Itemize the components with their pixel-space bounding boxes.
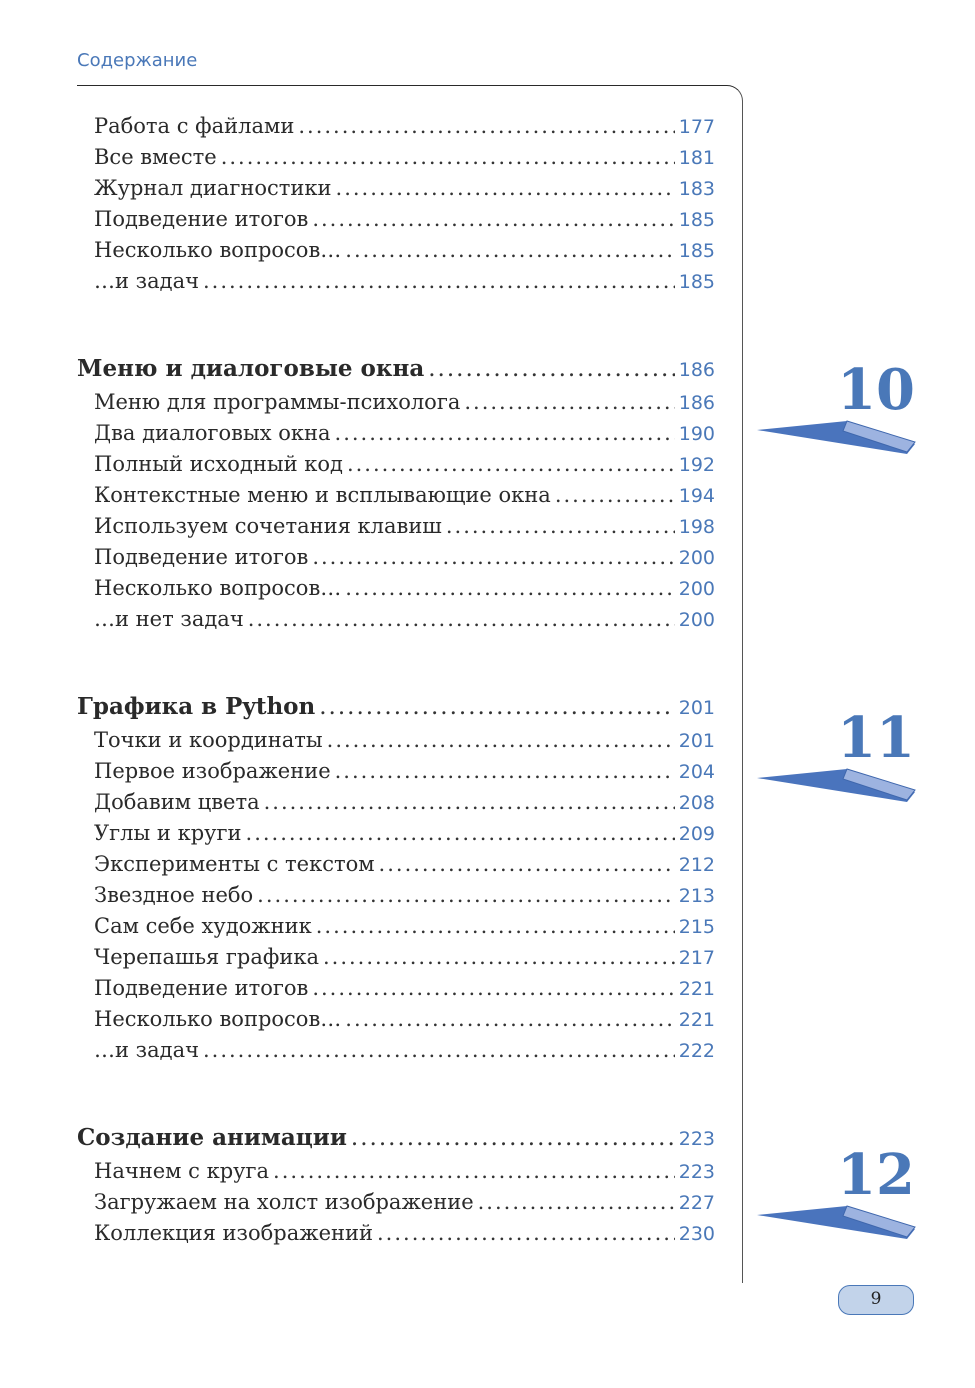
- toc-entry-title: Подведение итогов: [94, 545, 309, 569]
- chapter-title: Создание анимации: [77, 1124, 347, 1151]
- toc-section: [77, 350, 715, 635]
- chapter-page: 201: [678, 697, 715, 719]
- toc-entry-page: 201: [678, 730, 715, 752]
- leader-dots: [312, 542, 674, 573]
- toc-entry-title: Используем сочетания клавиш: [94, 514, 442, 538]
- toc-entry-page: 194: [678, 485, 715, 507]
- running-header: Содержание: [77, 50, 198, 71]
- toc-entry-title: Подведение итогов: [94, 976, 309, 1000]
- chapter-number: 10: [837, 357, 915, 423]
- toc-entry-title: Сам себе художник: [94, 914, 312, 938]
- toc-entry[interactable]: [77, 235, 715, 266]
- toc-entry-title: Несколько вопросов…: [94, 1007, 342, 1031]
- toc-entry-page: 217: [678, 947, 715, 969]
- toc-entry[interactable]: [77, 1187, 715, 1218]
- toc-entry-page: 192: [678, 454, 715, 476]
- toc-entry-page: 213: [678, 885, 715, 907]
- toc-entry[interactable]: [77, 542, 715, 573]
- bookmark-ribbon-icon: [755, 760, 920, 808]
- toc-entry-page: 200: [678, 547, 715, 569]
- leader-dots: [312, 204, 674, 235]
- toc-entry-page: 212: [678, 854, 715, 876]
- toc-entry[interactable]: [77, 511, 715, 542]
- toc-entry[interactable]: [77, 173, 715, 204]
- toc-entry-page: 185: [678, 240, 715, 262]
- toc-entry[interactable]: [77, 1004, 715, 1035]
- leader-dots: [319, 689, 674, 726]
- toc-entry-title: …и нет задач: [94, 607, 244, 631]
- toc-entry-page: 185: [678, 209, 715, 231]
- toc-entry-title: Работа с файлами: [94, 114, 295, 138]
- toc-entry-title: Точки и координаты: [94, 728, 323, 752]
- toc-section: [77, 688, 715, 1066]
- leader-dots: [336, 173, 675, 204]
- toc-entry-title: Начнем с круга: [94, 1159, 270, 1183]
- leader-dots: [327, 725, 675, 756]
- toc-entry[interactable]: [77, 480, 715, 511]
- leader-dots: [351, 1120, 675, 1157]
- toc-entry-title: Меню для программы-психолога: [94, 390, 461, 414]
- toc-entry[interactable]: [77, 942, 715, 973]
- toc-entry[interactable]: [77, 725, 715, 756]
- toc-entry-page: 209: [678, 823, 715, 845]
- toc-entry-title: Коллекция изображений: [94, 1221, 373, 1245]
- toc-entry-page: 221: [678, 1009, 715, 1031]
- toc-entry-page: 198: [678, 516, 715, 538]
- toc-entry-title: Все вместе: [94, 145, 217, 169]
- toc-entry-title: Углы и круги: [94, 821, 242, 845]
- toc-entry-page: 204: [678, 761, 715, 783]
- chapter-number: 11: [837, 705, 915, 771]
- leader-dots: [203, 266, 675, 297]
- toc-section: [77, 111, 715, 297]
- toc-entry-page: 222: [678, 1040, 715, 1062]
- toc-entry-title: Загружаем на холст изображение: [94, 1190, 474, 1214]
- toc-entry-page: 200: [678, 609, 715, 631]
- toc-entry-title: …и задач: [94, 1038, 199, 1062]
- toc-entry[interactable]: [77, 418, 715, 449]
- toc-entry-title: Первое изображение: [94, 759, 331, 783]
- bookmark-ribbon-icon: [755, 412, 920, 460]
- toc-entry-page: 223: [678, 1161, 715, 1183]
- leader-dots: [257, 880, 675, 911]
- toc-entry[interactable]: [77, 1156, 715, 1187]
- toc-entry-title: Журнал диагностики: [94, 176, 332, 200]
- toc-entry[interactable]: [77, 604, 715, 635]
- toc-entry-title: Два диалоговых окна: [94, 421, 331, 445]
- toc-entry[interactable]: [77, 387, 715, 418]
- toc-entry-page: 183: [678, 178, 715, 200]
- toc-entry-page: 200: [678, 578, 715, 600]
- leader-dots: [335, 418, 675, 449]
- toc-entry[interactable]: [77, 573, 715, 604]
- toc-entry-title: Полный исходный код: [94, 452, 343, 476]
- toc-entry-page: 227: [678, 1192, 715, 1214]
- bookmark-ribbon-icon: [755, 1197, 920, 1245]
- chapter-marker-12: [755, 1142, 925, 1245]
- toc-entry-page: 208: [678, 792, 715, 814]
- chapter-page: 186: [678, 359, 715, 381]
- leader-dots: [221, 142, 675, 173]
- leader-dots: [246, 818, 675, 849]
- leader-dots: [273, 1156, 675, 1187]
- toc-entry[interactable]: [77, 266, 715, 297]
- toc-entry-page: 221: [678, 978, 715, 1000]
- page-number: 9: [838, 1285, 914, 1315]
- leader-dots: [316, 911, 675, 942]
- toc-entry-title: Подведение итогов: [94, 207, 309, 231]
- chapter-marker-10: [755, 357, 925, 460]
- leader-dots: [298, 111, 674, 142]
- toc-entry[interactable]: [77, 849, 715, 880]
- leader-dots: [248, 604, 675, 635]
- toc-entry-title: Контекстные меню и всплывающие окна: [94, 483, 551, 507]
- chapter-heading[interactable]: [77, 1119, 715, 1156]
- toc-entry[interactable]: [77, 973, 715, 1004]
- toc-entry[interactable]: [77, 818, 715, 849]
- leader-dots: [347, 449, 675, 480]
- toc-entry[interactable]: [77, 1035, 715, 1066]
- leader-dots: [377, 1218, 675, 1249]
- leader-dots: [428, 351, 674, 388]
- leader-dots: [446, 511, 675, 542]
- toc-entry[interactable]: [77, 911, 715, 942]
- leader-dots: [345, 235, 674, 266]
- leader-dots: [478, 1187, 675, 1218]
- chapter-number: 12: [837, 1142, 915, 1208]
- leader-dots: [345, 573, 674, 604]
- toc-entry-page: 181: [678, 147, 715, 169]
- toc-entry-page: 186: [678, 392, 715, 414]
- toc-entry-title: …и задач: [94, 269, 199, 293]
- leader-dots: [323, 942, 675, 973]
- leader-dots: [312, 973, 674, 1004]
- leader-dots: [464, 387, 674, 418]
- chapter-marker-11: [755, 705, 925, 808]
- toc-section: [77, 1119, 715, 1249]
- leader-dots: [345, 1004, 674, 1035]
- toc-entry-title: Звездное небо: [94, 883, 254, 907]
- toc-entry-page: 190: [678, 423, 715, 445]
- toc-entry[interactable]: [77, 111, 715, 142]
- chapter-title: Графика в Python: [77, 693, 316, 720]
- chapter-heading[interactable]: [77, 350, 715, 387]
- toc-entry[interactable]: [77, 449, 715, 480]
- leader-dots: [203, 1035, 675, 1066]
- toc-entry[interactable]: [77, 204, 715, 235]
- toc-entry-title: Черепашья графика: [94, 945, 319, 969]
- leader-dots: [335, 756, 675, 787]
- toc-entry[interactable]: [77, 880, 715, 911]
- toc-entry[interactable]: [77, 787, 715, 818]
- toc-entry[interactable]: [77, 756, 715, 787]
- toc-entry-page: 185: [678, 271, 715, 293]
- chapter-page: 223: [678, 1128, 715, 1150]
- leader-dots: [555, 480, 675, 511]
- toc-entry[interactable]: [77, 1218, 715, 1249]
- table-of-contents: [77, 111, 715, 1302]
- chapter-title: Меню и диалоговые окна: [77, 355, 425, 382]
- leader-dots: [264, 787, 675, 818]
- toc-entry-title: Добавим цвета: [94, 790, 260, 814]
- toc-entry-page: 230: [678, 1223, 715, 1245]
- toc-entry-title: Несколько вопросов…: [94, 576, 342, 600]
- toc-entry-page: 177: [678, 116, 715, 138]
- toc-entry[interactable]: [77, 142, 715, 173]
- toc-entry-title: Эксперименты с текстом: [94, 852, 375, 876]
- toc-entry-page: 215: [678, 916, 715, 938]
- chapter-heading[interactable]: [77, 688, 715, 725]
- leader-dots: [379, 849, 675, 880]
- toc-entry-title: Несколько вопросов…: [94, 238, 342, 262]
